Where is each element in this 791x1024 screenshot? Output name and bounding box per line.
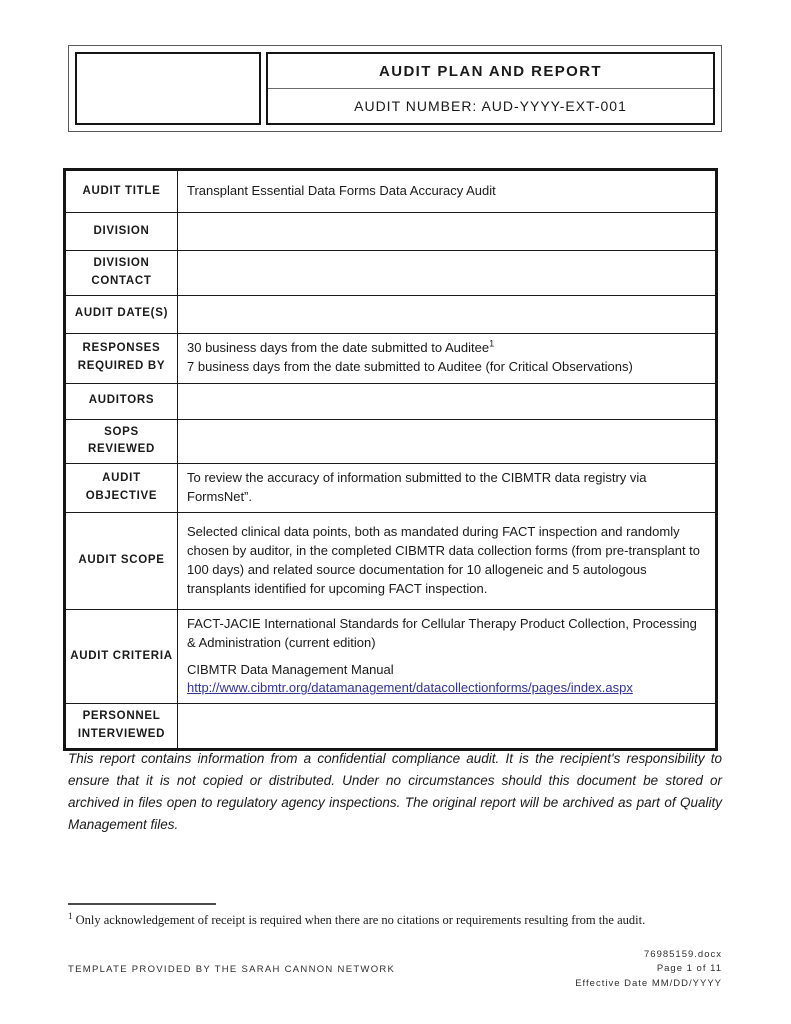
label-audit-scope: AUDIT SCOPE — [66, 513, 178, 609]
value-division-contact — [178, 251, 715, 295]
audit-number: AUDIT NUMBER: AUD-YYYY-EXT-001 — [354, 98, 627, 114]
value-audit-dates — [178, 296, 715, 333]
table-row-responses-required — [66, 334, 715, 384]
audit-info-table — [63, 168, 718, 751]
footer-effective-date: Effective Date MM/DD/YYYY — [575, 977, 722, 989]
table-row-division-contact — [66, 251, 715, 296]
table-row-audit-criteria — [66, 610, 715, 704]
responses-line-2: 7 business days from the date submitted to Auditee (for Critical Observations) — [187, 359, 633, 375]
footer-filename: 76985159.docx — [644, 949, 722, 960]
value-audit-criteria — [178, 610, 715, 703]
value-audit-scope: Selected clinical data points, both as mandated during FACT inspection and randomly chosen by auditor, in the completed CIBMTR data collection forms (from pre-transplant to 100 days) and related source documentation for 10 allogeneic and 5 autologous transplants identified for upcoming FACT inspection. — [187, 524, 701, 596]
table-row-sops-reviewed — [66, 420, 715, 465]
page-footer — [68, 948, 722, 991]
value-auditors — [178, 384, 715, 419]
label-audit-dates: AUDIT DATE(S) — [66, 296, 178, 333]
label-audit-objective: AUDIT OBJECTIVE — [66, 464, 178, 512]
label-sops-reviewed: SOPS REVIEWED — [66, 420, 178, 464]
footnote-marker: 1 — [68, 910, 73, 921]
table-row-audit-title — [66, 171, 715, 213]
footer-document-info — [575, 948, 722, 991]
label-division: DIVISION — [66, 213, 178, 250]
header — [68, 45, 722, 132]
value-sops-reviewed — [178, 420, 715, 464]
footer-template-credit: TEMPLATE PROVIDED BY THE SARAH CANNON NETWORK — [68, 963, 396, 975]
footnote-section — [68, 903, 722, 930]
value-division — [178, 213, 715, 250]
footnote-divider — [68, 903, 216, 905]
footer-page-number: Page 1 of 11 — [656, 963, 722, 975]
footnote-text: $^1$ Only acknowledgement of receipt is required when there are no citations or requirements resulting from the audit. — [68, 910, 646, 927]
table-row-auditors — [66, 384, 715, 420]
table-row-personnel-interviewed — [66, 704, 715, 748]
logo-placeholder — [75, 52, 261, 125]
label-division-contact: DIVISION CONTACT — [66, 251, 178, 295]
confidentiality-notice: This report contains information from a confidential compliance audit. It is the recipient's responsibility to ensure that it is not copied or distributed. Under no circumstances should this document be stored or archived in files open to regulatory agency inspections. The original report will be archived as part of Quality Management files. — [68, 751, 722, 832]
label-auditors: AUDITORS — [66, 384, 178, 419]
value-audit-objective: To review the accuracy of information submitted to the CIBMTR data registry via FormsNet”. — [187, 470, 647, 505]
value-responses-required — [178, 334, 715, 383]
value-audit-title: Transplant Essential Data Forms Data Accuracy Audit — [187, 183, 496, 199]
responses-line-1: 30 business days from the date submitted to Auditee$^1$ — [187, 338, 495, 356]
document-title: AUDIT PLAN AND REPORT — [268, 54, 713, 89]
criteria-standards: FACT-JACIE International Standards for Cellular Therapy Product Collection, Processing & Administration (current edition) — [187, 615, 697, 650]
header-title-box — [266, 52, 715, 125]
label-audit-title: AUDIT TITLE — [66, 171, 178, 212]
table-row-audit-scope — [66, 513, 715, 610]
label-personnel-interviewed: PERSONNEL INTERVIEWED — [66, 704, 178, 748]
label-responses-required: RESPONSES REQUIRED BY — [66, 334, 178, 383]
table-row-audit-dates — [66, 296, 715, 334]
footnote-ref: 1 — [489, 338, 495, 349]
table-row-audit-objective — [66, 464, 715, 513]
label-audit-criteria: AUDIT CRITERIA — [66, 610, 178, 703]
table-row-division — [66, 213, 715, 251]
cibmtr-link[interactable]: http://www.cibmtr.org/datamanagement/datacollectionforms/pages/index.aspx — [187, 680, 633, 696]
value-personnel-interviewed — [178, 704, 715, 748]
criteria-manual: CIBMTR Data Management Manual — [187, 661, 394, 677]
